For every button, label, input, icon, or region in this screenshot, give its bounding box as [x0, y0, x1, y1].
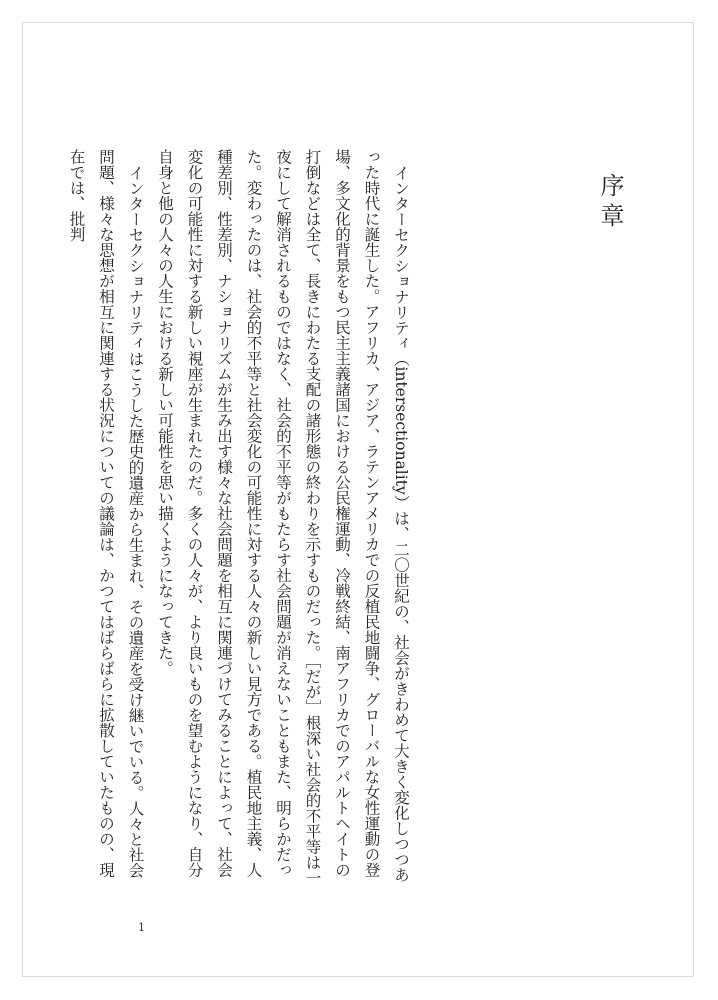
- paragraph-2: インターセクショナリティはこうした歴史的遺産から生まれ、その遺産を受け継いでいる。人々と社会問題、様々な思想が相互に関連する状況についての議論は、かつてはばらばらに拡散していたものの、現在では、批判: [67, 149, 145, 878]
- page-number: 1: [138, 921, 145, 934]
- page: [22, 22, 694, 977]
- chapter-title: 序章: [596, 173, 624, 233]
- paragraph-1: インターセクショナリティ（intersectionality）は、二〇世紀の、社会がきわめて大きく変化しつつあった時代に誕生した。アフリカ、アジア、ラテンアメリカでの反植民地闘争、グローバルな女性運動の登場、多文化的背景をもつ民主主義諸国における公民権運動、冷戦終結、南アフリカでのアパルトヘイトの打倒などは全て、長きにわたる支配の諸形態の終わりを示すものだった。［だが］根深い社会的不平等は一夜にして解消されるものではなく、社会的不平等がもたらす社会問題が消えないこともまた、明らかだった。変わったのは、社会的不平等と社会変化の可能性に対する人々の新しい見方である。植民地主義、人種差別、性差別、ナショナリズムが生み出す様々な社会問題を相互に関連づけてみることによって、社会変化の可能性に対する新しい視座が生まれたのだ。多くの人々が、より良いものを望むようになり、自分自身と他の人々の人生における新しい可能性を思い描くようになってきた。: [156, 149, 410, 886]
- body-text: [67, 149, 415, 889]
